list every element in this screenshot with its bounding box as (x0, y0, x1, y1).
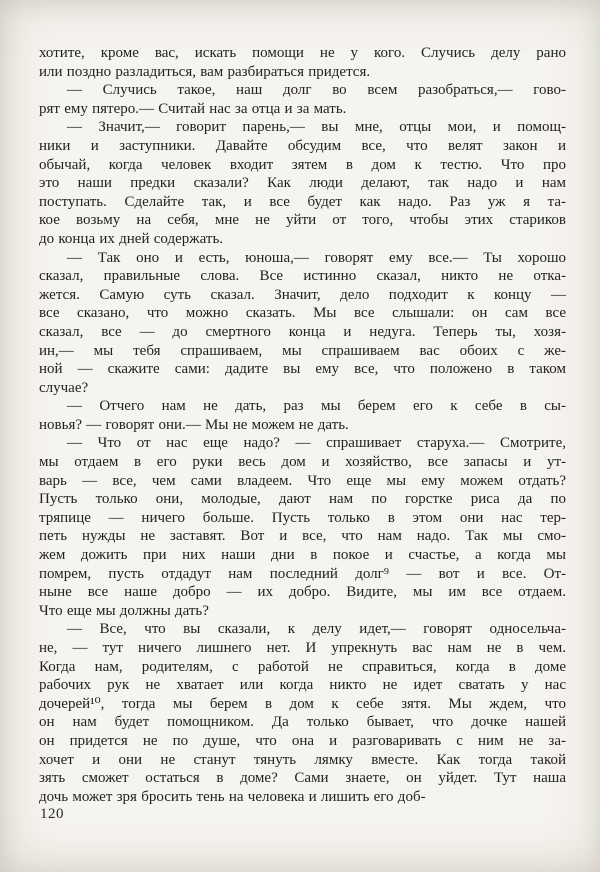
text-line: сказал, правильные слова. Все истинно сказал, никто не отка- (39, 268, 566, 285)
paragraph (39, 249, 566, 398)
text-line: Когда нам, родителям, с работой не справиться, когда в доме (39, 658, 566, 675)
text-line: рят ему пятеро.— Считай нас за отца и за мать. (39, 100, 347, 117)
text-line: — Значит,— говорит парень,— вы мне, отцы мои, и помощ- (67, 119, 566, 136)
text-line: не, — тут ничего лишнего нет. И упрекнуть вас нам не в чем. (39, 640, 566, 656)
text-line: он придется не по душе, что она и разговаривать с ним не за- (39, 732, 566, 749)
page-number: 120 (40, 806, 64, 822)
paragraph (39, 118, 566, 248)
text-line: Пусть только они, молодые, дают нам по горстке риса да по (39, 491, 566, 508)
text-line: или поздно разладиться, вам разбираться придется. (39, 63, 371, 80)
paragraph (39, 434, 566, 620)
text-line: — Случись такое, наш долг во всем разобраться,— гово- (67, 82, 566, 99)
text-line: кое возьму на себя, мне не уйти от того, чтобы этих стариков (39, 212, 566, 229)
text-line: ной — скажите сами: дадите вы ему все, что положено в таком (39, 361, 566, 378)
paragraph (39, 620, 566, 806)
text-line: — Отчего нам не дать, раз мы берем его к себе в сы- (67, 398, 566, 415)
paragraph (39, 81, 566, 118)
text-line: — Так оно и есть, юноша,— говорят ему все.— Ты хорошо (67, 249, 566, 266)
text-line: жется. Самую суть сказал. Значит, дело подходит к концу — (39, 286, 566, 303)
text-line: новья? — говорят они.— Мы не можем не дать. (39, 416, 349, 433)
text-line: Что еще мы должны дать? (39, 602, 209, 619)
text-line: до конца их дней содержать. (39, 230, 224, 247)
text-line: тряпице — ничего больше. Пусть только в этом они нас тер- (39, 509, 566, 526)
text-line: обычай, когда человек входит зятем в дом к тестю. Что про (39, 156, 566, 173)
text-line: петь нужды не заставят. Вот и все, что нам надо. Так мы смо- (39, 528, 566, 545)
text-line: — Все, что вы сказали, к делу идет,— говорят односельча- (67, 621, 566, 638)
text-line: поступать. Сделайте так, и все будет как надо. Раз уж я та- (39, 193, 566, 210)
page-text (39, 44, 566, 806)
text-line: варь — все, чем сами владеем. Что еще мы ему можем отдать? (39, 472, 566, 489)
paragraph (39, 397, 566, 434)
text-line: ники и заступники. Давайте обсудим все, что велят закон и (39, 137, 566, 154)
text-line: ин,— мы тебя спрашиваем, мы спрашиваем вас обоих с же- (39, 342, 566, 359)
text-line: дочерей¹⁰, тогда мы берем в дом к себе зятя. Мы ждем, что (39, 695, 566, 712)
text-line: он нам будет помощником. Да только бывает, что дочке нашей (39, 714, 566, 731)
text-line: рабочих рук не хватает или когда никто не идет сватать у нас (39, 677, 566, 694)
text-line: все сказано, что можно сказать. Мы все слышали: он сам все (39, 305, 566, 322)
text-line: мы отдаем в его руки весь дом и хозяйство, все запасы и ут- (39, 454, 566, 471)
text-line: ныне все наше добро — их добро. Видите, мы им все отдаем. (39, 584, 566, 601)
text-line: дочь может зря бросить тень на человека и лишить его доб- (39, 788, 426, 805)
paragraph (39, 44, 566, 81)
text-line: это наши предки сказали? Как люди делают, так надо и нам (39, 175, 566, 192)
text-line: сказал, все — до смертного конца и недуга. Теперь ты, хозя- (39, 323, 566, 340)
text-line: зять сможет остаться в доме? Сами знаете, он уйдет. Тут наша (39, 770, 566, 787)
text-line: — Что от нас еще надо? — спрашивает старуха.— Смотрите, (67, 435, 566, 452)
text-line: хотите, кроме вас, искать помощи не у кого. Случись делу рано (39, 45, 566, 61)
text-line: жем дожить при них наши дни в покое и счастье, а когда мы (39, 547, 566, 564)
text-line: случае? (39, 379, 89, 396)
text-line: помрем, пусть отдадут нам последний долг⁹ — вот и все. От- (39, 565, 566, 582)
text-line: хочет и они не станут тянуть лямку вместе. Как тогда такой (39, 751, 566, 768)
